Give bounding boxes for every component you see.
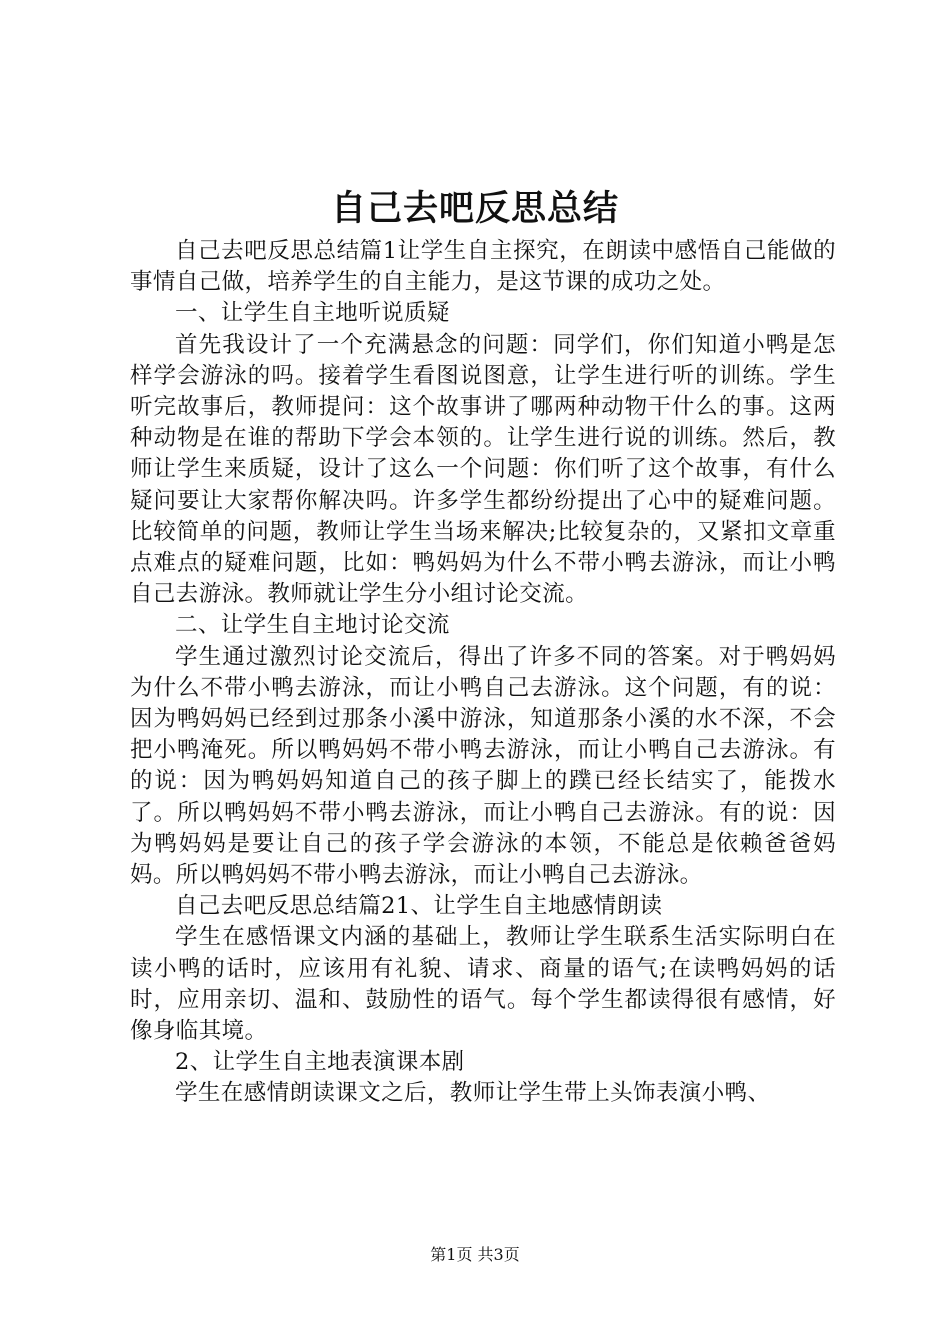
body-paragraph: 学生通过激烈讨论交流后，得出了许多不同的答案。对于鸭妈妈为什么不带小鸭去游泳，而让小鸭自己去游泳。这个问题，有的说：因为鸭妈妈已经到过那条小溪中游泳，知道那条小溪的水不深，不会把小鸭淹死。所以鸭妈妈不带小鸭去游泳，而让小鸭自己去游泳。有的说：因为鸭妈妈知道自己的孩子脚上的蹼已经长结实了，能拨水了。所以鸭妈妈不带小鸭去游泳，而让小鸭自己去游泳。有的说：因为鸭妈妈是要让自己的孩子学会游泳的本领，不能总是依赖爸爸妈妈。所以鸭妈妈不带小鸭去游泳，而让小鸭自己去游泳。 (130, 643, 836, 889)
section-heading-1: 一、让学生自主地听说质疑 (175, 300, 450, 327)
document-body (130, 236, 836, 1110)
intro-paragraph: 自己去吧反思总结篇1让学生自主探究，在朗读中感悟自己能做的事情自己做，培养学生的自主能力，是这节课的成功之处。 (130, 238, 836, 296)
body-paragraph: 首先我设计了一个充满悬念的问题：同学们，你们知道小鸭是怎样学会游泳的吗。接着学生看图说图意，让学生进行听的训练。学生听完故事后，教师提问：这个故事讲了哪两种动物干什么的事。这两种动物是在谁的帮助下学会本领的。让学生进行说的训练。然后，教师让学生来质疑，设计了这么一个问题：你们听了这个故事，有什么疑问要让大家帮你解决吗。许多学生都纷纷提出了心中的疑难问题。比较简单的问题，教师让学生当场来解决;比较复杂的，又紧扣文章重点难点的疑难问题，比如：鸭妈妈为什么不带小鸭去游泳，而让小鸭自己去游泳。教师就让学生分小组讨论交流。 (130, 331, 836, 608)
section-heading-3: 自己去吧反思总结篇21、让学生自主地感情朗读 (175, 893, 663, 920)
page-number-footer: 第1页 共3页 (430, 1245, 520, 1264)
section-heading-2: 二、让学生自主地讨论交流 (175, 612, 450, 639)
body-paragraph: 学生在感悟课文内涵的基础上，教师让学生联系生活实际明白在读小鸭的话时，应该用有礼貌、请求、商量的语气;在读鸭妈妈的话时，应用亲切、温和、鼓励性的语气。每个学生都读得很有感情，好像身临其境。 (130, 924, 836, 1045)
document-title: 自己去吧反思总结 (330, 188, 619, 229)
body-paragraph: 学生在感情朗读课文之后，教师让学生带上头饰表演小鸭、 (175, 1080, 771, 1107)
section-heading-4: 2、让学生自主地表演课本剧 (175, 1049, 465, 1076)
